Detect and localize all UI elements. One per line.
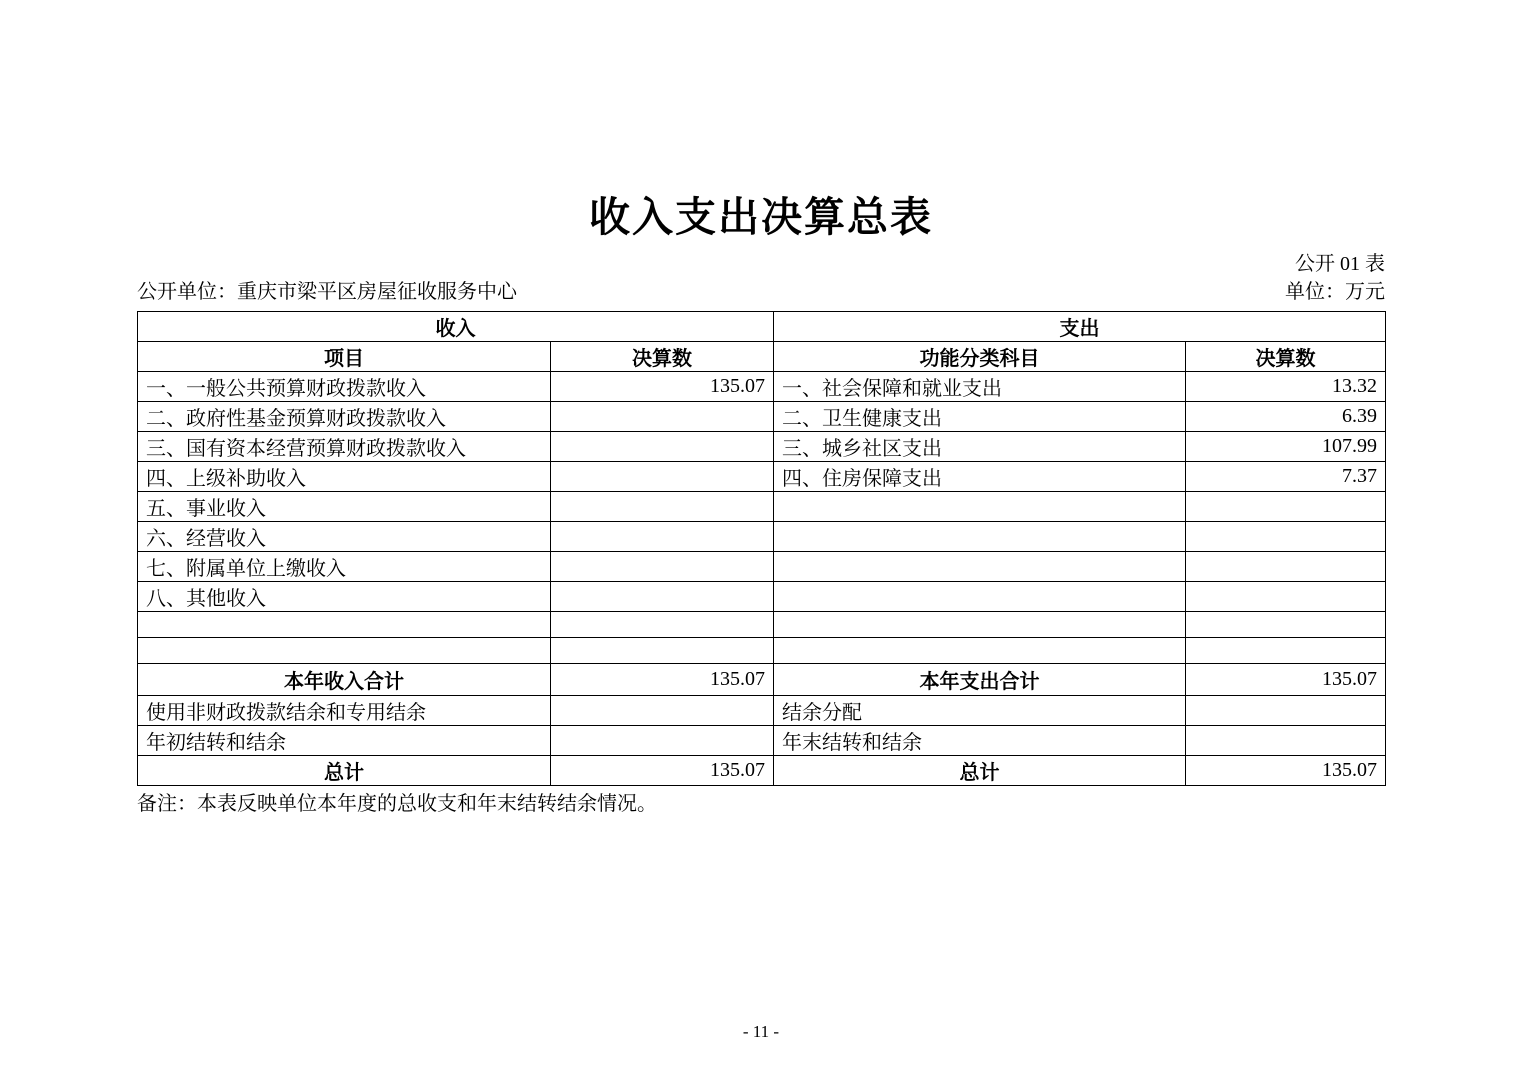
income-value-cell [551,402,774,432]
table-row [138,432,1386,462]
expense-value-cell [1186,492,1386,522]
income-section-header: 收入 [138,312,774,342]
income-value-cell [551,726,774,756]
expense-item-cell [774,582,1186,612]
expense-item-cell: 一、社会保障和就业支出 [774,372,1186,402]
expense-value-cell [1186,582,1386,612]
table-row [138,582,1386,612]
form-number-label: 公开 01 表 [1295,253,1385,276]
income-item-cell [138,638,551,664]
income-grand-total-value: 135.07 [551,756,774,786]
table-row [138,612,1386,638]
income-item-cell: 使用非财政拨款结余和专用结余 [138,696,551,726]
income-item-cell: 四、上级补助收入 [138,462,551,492]
income-value-cell [551,552,774,582]
expense-value-cell [1186,612,1386,638]
income-value-header: 决算数 [551,342,774,372]
income-item-cell [138,612,551,638]
expense-grand-total-value: 135.07 [1186,756,1386,786]
expense-value-cell [1186,552,1386,582]
income-item-cell: 一、一般公共预算财政拨款收入 [138,372,551,402]
table-row [138,638,1386,664]
expense-item-cell: 三、城乡社区支出 [774,432,1186,462]
expense-total-label: 本年支出合计 [774,664,1186,696]
expense-value-cell [1186,726,1386,756]
expense-value-cell [1186,696,1386,726]
income-value-cell [551,492,774,522]
income-total-value: 135.07 [551,664,774,696]
expense-item-cell: 年末结转和结余 [774,726,1186,756]
income-item-cell: 二、政府性基金预算财政拨款收入 [138,402,551,432]
expense-total-value: 135.07 [1186,664,1386,696]
expense-item-cell: 二、卫生健康支出 [774,402,1186,432]
expense-grand-total-label: 总计 [774,756,1186,786]
expense-value-cell: 107.99 [1186,432,1386,462]
annual-total-row [138,664,1386,696]
income-total-label: 本年收入合计 [138,664,551,696]
expense-value-cell [1186,522,1386,552]
income-value-cell [551,522,774,552]
expense-value-header: 决算数 [1186,342,1386,372]
income-value-cell [551,696,774,726]
column-header-row [138,342,1386,372]
table-row [138,492,1386,522]
income-item-cell: 七、附属单位上缴收入 [138,552,551,582]
expense-value-cell: 7.37 [1186,462,1386,492]
document-content [137,0,1385,817]
expense-value-cell: 6.39 [1186,402,1386,432]
expense-value-cell [1186,638,1386,664]
table-row [138,372,1386,402]
income-item-header: 项目 [138,342,551,372]
table-row [138,552,1386,582]
disclosing-unit-label: 公开单位：重庆市梁平区房屋征收服务中心 [137,281,517,304]
income-value-cell [551,582,774,612]
expense-item-cell [774,492,1186,522]
carryover-row [138,696,1386,726]
expense-item-header: 功能分类科目 [774,342,1186,372]
currency-unit-label: 单位：万元 [1285,281,1385,304]
expense-section-header: 支出 [774,312,1386,342]
page-number: - 11 - [742,1022,780,1041]
expense-item-cell [774,612,1186,638]
expense-item-cell [774,522,1186,552]
table-row [138,522,1386,552]
carryover-row [138,726,1386,756]
expense-item-cell [774,552,1186,582]
income-item-cell: 六、经营收入 [138,522,551,552]
page-title: 收入支出决算总表 [589,194,933,240]
meta-row [137,280,1385,304]
income-value-cell: 135.07 [551,372,774,402]
grand-total-row [138,756,1386,786]
income-value-cell [551,462,774,492]
expense-item-cell: 结余分配 [774,696,1186,726]
income-value-cell [551,432,774,462]
summary-table [137,311,1386,786]
income-value-cell [551,612,774,638]
expense-value-cell: 13.32 [1186,372,1386,402]
income-item-cell: 三、国有资本经营预算财政拨款收入 [138,432,551,462]
income-value-cell [551,638,774,664]
income-item-cell: 五、事业收入 [138,492,551,522]
income-item-cell: 年初结转和结余 [138,726,551,756]
table-row [138,402,1386,432]
section-header-row [138,312,1386,342]
income-grand-total-label: 总计 [138,756,551,786]
expense-item-cell [774,638,1186,664]
income-item-cell: 八、其他收入 [138,582,551,612]
expense-item-cell: 四、住房保障支出 [774,462,1186,492]
table-row [138,462,1386,492]
footnote: 备注：本表反映单位本年度的总收支和年末结转结余情况。 [137,793,657,816]
